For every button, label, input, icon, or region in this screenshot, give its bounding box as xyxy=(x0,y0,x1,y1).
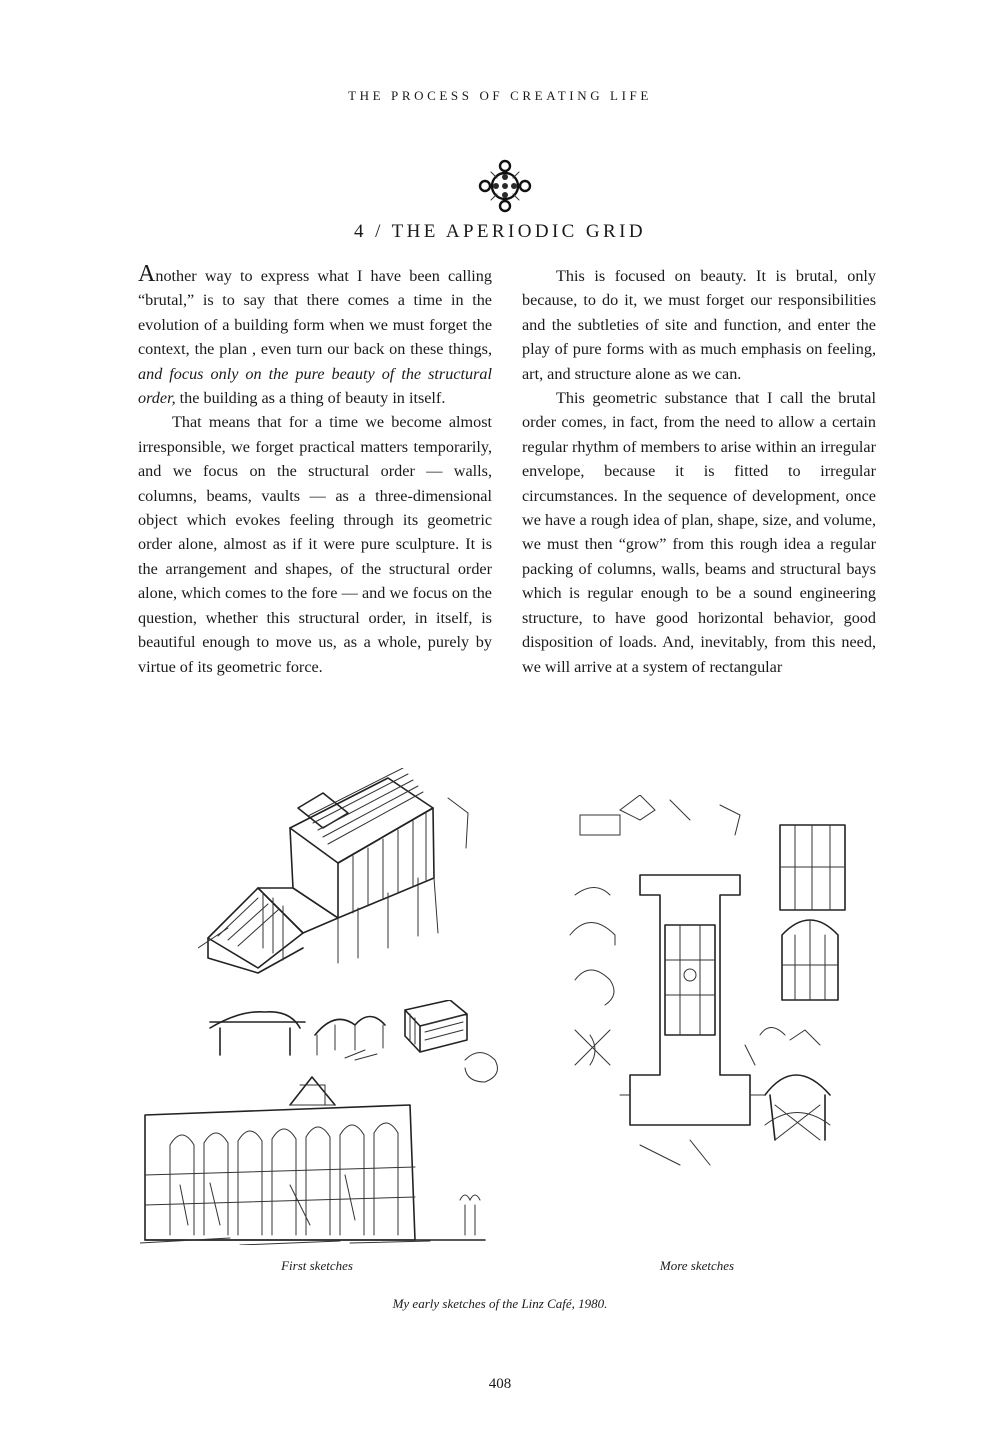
sketch-isometric-building xyxy=(198,768,478,978)
sketch-plan-and-details xyxy=(560,795,860,1175)
chapter-title: 4 / THE APERIODIC GRID xyxy=(354,221,646,242)
page-number: 408 xyxy=(488,1376,512,1392)
right-paragraph-2: This geometric substance that I call the brutal order comes, in fact, from the need to allow a certain regular rhythm of members to arise within an irregular envelope, because it is fitted to irregular circumstances. In the sequence of development, once we have a rough idea of plan, shape, size, and volume, we must then “grow” from this rough idea a regular packing of columns, walls, beams and structural bays which is regular enough to be a sound engineering structure, to have good horizontal behavior, good disposition of loads. And, inevitably, from this need, we will arrive at a system of rectangular xyxy=(522,389,876,676)
left-paragraph-1 xyxy=(138,261,492,410)
left-p1-italic: and focus only on the pure beauty of the structural order, xyxy=(138,364,492,408)
left-column xyxy=(138,261,492,679)
right-column xyxy=(522,264,876,679)
ornament-icon xyxy=(477,158,533,214)
caption-more-sketches: More sketches xyxy=(659,1258,735,1273)
running-head: THE PROCESS OF CREATING LIFE xyxy=(348,88,652,103)
sketch-facade-elevation xyxy=(140,1075,490,1245)
left-paragraph-2: That means that for a time we become almost irresponsible, we forget practical matters temporarily, and we focus on the structural order — walls, columns, beams, vaults — as a three-dimensional object which evokes feeling through its geometric order alone, almost as if it were pure sculpture. It is the arrangement and shapes, of the structural order alone, which comes to the fore — and we focus on the question, whether this structural order, in itself, is beautiful enough to move us, as a whole, purely by virtue of its geometric force. xyxy=(138,413,492,676)
figure-main-caption: My early sketches of the Linz Café, 1980. xyxy=(392,1296,608,1311)
left-p1-text-a: nother way to express what I have been calling “brutal,” is to say that there comes a time in the evolution of a building form when we must forget the context, the plan , even turn our back on these things, xyxy=(138,267,492,359)
left-p1-text-b: the building as a thing of beauty in itself. xyxy=(175,389,446,408)
caption-first-sketches: First sketches xyxy=(281,1258,353,1273)
drop-cap: A xyxy=(138,261,156,287)
right-paragraph-1: This is focused on beauty. It is brutal, only because, to do it, we must forget our responsibilities and the subtleties of site and function, and enter the play of pure forms with as much emphasis on feeling, art, and structure alone as we can. xyxy=(522,267,876,383)
